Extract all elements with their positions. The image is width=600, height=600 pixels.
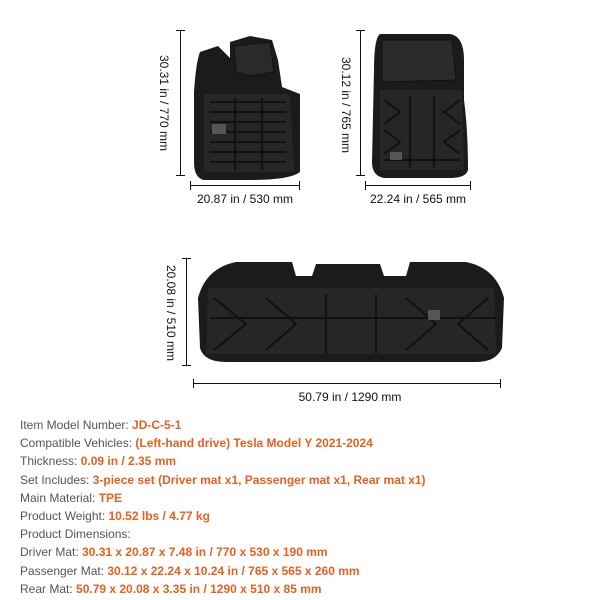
rear-mat-image: [196, 258, 506, 366]
specifications-list: [20, 416, 590, 598]
rear-width-line: [193, 383, 501, 384]
passenger-height-tick-bottom: [356, 175, 365, 176]
rear-width-label: 50.79 in / 1290 mm: [298, 390, 402, 404]
rear-height-tick-top: [182, 258, 191, 259]
spec-thickness: Thickness: 0.09 in / 2.35 mm: [20, 454, 177, 469]
driver-height-tick-bottom: [176, 175, 185, 176]
passenger-width-label: 22.24 in / 565 mm: [369, 192, 467, 206]
rear-height-tick-bottom: [182, 365, 191, 366]
rear-height-label: 20.08 in / 510 mm: [164, 264, 178, 362]
passenger-height-tick-top: [356, 30, 365, 31]
passenger-height-label: 30.12 in / 765 mm: [339, 56, 353, 154]
spec-driver-mat: Driver Mat: 30.31 x 20.87 x 7.48 in / 770 x 530 x 190 mm: [20, 545, 328, 560]
driver-height-line: [180, 30, 181, 176]
spec-set-includes: Set Includes: 3-piece set (Driver mat x1, Passenger mat x1, Rear mat x1): [20, 472, 426, 487]
spec-product-weight: Product Weight: 10.52 lbs / 4.77 kg: [20, 508, 210, 523]
driver-width-line: [190, 185, 300, 186]
passenger-width-line: [365, 185, 471, 186]
spec-passenger-mat: Passenger Mat: 30.12 x 22.24 x 10.24 in / 765 x 565 x 260 mm: [20, 563, 360, 578]
driver-height-label: 30.31 in / 770 mm: [157, 54, 171, 152]
rear-width-tick-left: [193, 379, 194, 388]
driver-height-tick-top: [176, 30, 185, 31]
passenger-mat-image: [370, 30, 470, 180]
driver-width-tick-right: [299, 181, 300, 190]
driver-mat-image: [190, 32, 300, 182]
spec-compatible-vehicles: Compatible Vehicles: (Left-hand drive) Tesla Model Y 2021-2024: [20, 436, 373, 451]
spec-model-number: Item Model Number: JD-C-5-1: [20, 418, 182, 432]
spec-product-dimensions: Product Dimensions:: [20, 527, 131, 542]
passenger-height-line: [360, 30, 361, 176]
driver-width-tick-left: [190, 181, 191, 190]
rear-width-tick-right: [500, 379, 501, 388]
passenger-width-tick-left: [365, 181, 366, 190]
rear-height-line: [186, 258, 187, 366]
spec-rear-mat: Rear Mat: 50.79 x 20.08 x 3.35 in / 1290 x 510 x 85 mm: [20, 581, 322, 596]
passenger-width-tick-right: [470, 181, 471, 190]
driver-width-label: 20.87 in / 530 mm: [196, 192, 294, 206]
spec-main-material: Main Material: TPE: [20, 490, 123, 505]
